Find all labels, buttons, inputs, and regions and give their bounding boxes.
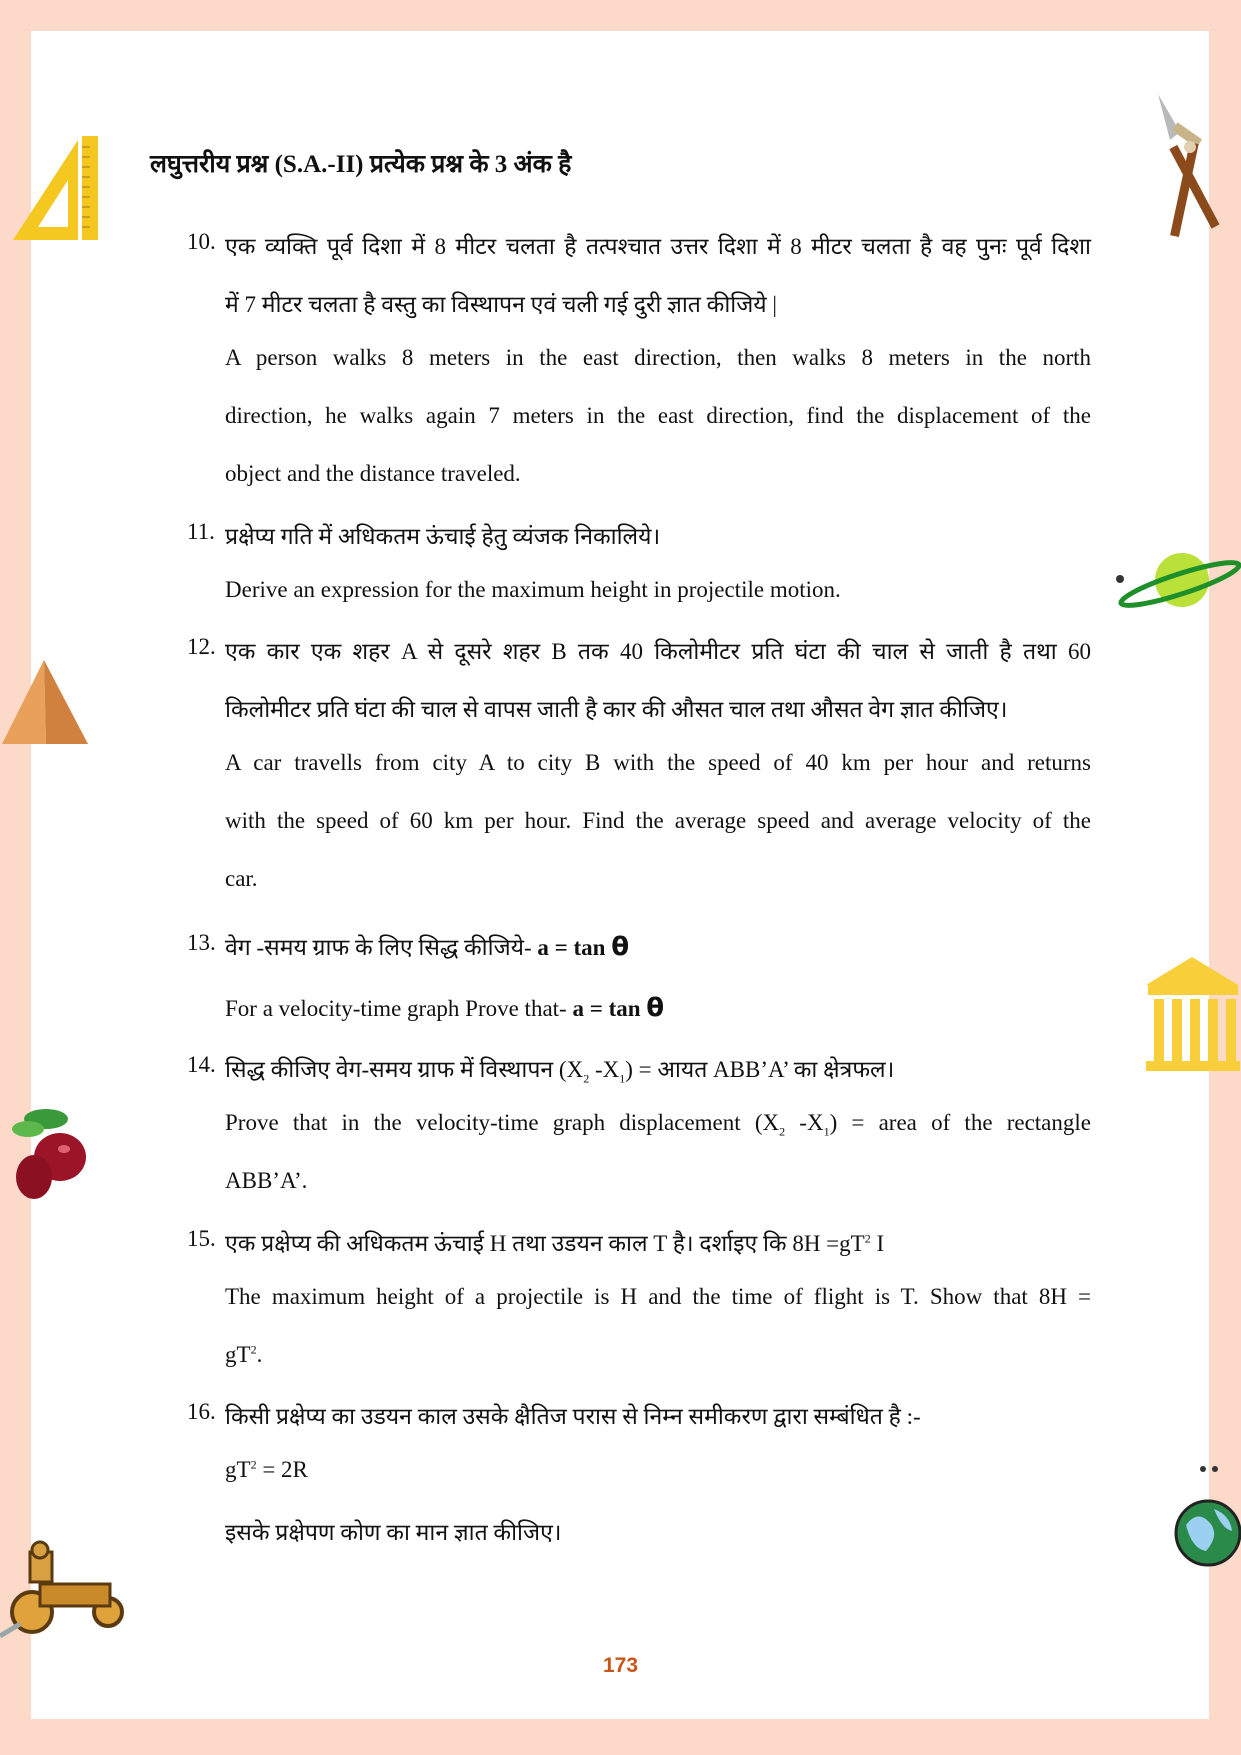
text-part: gT: [225, 1457, 251, 1482]
question-hindi-text: में 7 मीटर चलता है वस्तु का विस्थापन एवं चली गई दुरी ज्ञात कीजिये |: [225, 292, 778, 317]
question-number: 11.: [187, 519, 215, 544]
question-english-text: ABB’A’.: [225, 1168, 308, 1193]
vintage-car-icon: [0, 1540, 128, 1640]
english-prefix: For a velocity-time graph Prove that-: [225, 996, 573, 1021]
question-english-text: Derive an expression for the maximum height in projectile motion.: [225, 577, 841, 602]
section-heading: लघुत्तरीय प्रश्न (S.A.-II) प्रत्येक प्रश्न के 3 अंक है: [150, 151, 572, 178]
text-part: gT: [225, 1342, 251, 1367]
text-part: Prove that in the velocity-time graph displacement (X: [225, 1110, 780, 1135]
superscript: 2: [250, 1342, 257, 1357]
text-part: एक प्रक्षेप्य की अधिकतम ऊंचाई H तथा उडयन काल T है। दर्शाइए कि 8H =gT: [225, 1231, 865, 1256]
question-hindi-text: [225, 930, 1091, 962]
question-english-text: car.: [225, 866, 258, 891]
text-part: -X: [785, 1110, 824, 1135]
question-hindi-text: एक कार एक शहर A से दूसरे शहर B तक 40 किलोमीटर प्रति घंटा की चाल से जाती है तथा 60: [225, 639, 1091, 664]
globe-earth-icon: [1170, 1465, 1241, 1575]
text-part: .: [256, 1342, 263, 1367]
question-english-text: [225, 993, 1091, 1023]
subscript: 1: [619, 1071, 626, 1086]
text-part: ) = आयत ABB’A’ का क्षेत्रफल।: [625, 1057, 895, 1082]
equation-text: [225, 1457, 1091, 1483]
planet-saturn-icon: [1112, 548, 1241, 618]
question-hindi-text: किलोमीटर प्रति घंटा की चाल से वापस जाती है कार की औसत चाल तथा औसत वेग ज्ञात कीजिए।: [225, 697, 1008, 722]
text-part: सिद्ध कीजिए वेग-समय ग्राफ में विस्थापन (X: [225, 1057, 584, 1082]
question-hindi-text: [225, 1226, 1091, 1258]
question-english-text: with the speed of 60 km per hour. Find the average speed and average velocity of the: [225, 808, 1091, 833]
temple-pillars-icon: [1142, 955, 1241, 1073]
pyramid-icon: [0, 658, 90, 746]
theta-symbol: θ: [611, 932, 630, 962]
beans-fruit-icon: [6, 1105, 90, 1205]
question-hindi-text: एक व्यक्ति पूर्व दिशा में 8 मीटर चलता है तत्पश्चात उत्तर दिशा में 8 मीटर चलता है वह पुनः पूर्व दिशा: [225, 234, 1091, 259]
question-english-text: The maximum height of a projectile is H and the time of flight is T. Show that 8H =: [225, 1284, 1091, 1309]
question-hindi-text: इसके प्रक्षेपण कोण का मान ज्ञात कीजिए।: [225, 1520, 562, 1545]
question-hindi-text: किसी प्रक्षेप्य का उडयन काल उसके क्षैतिज परास से निम्न समीकरण द्वारा सम्बंधित है :-: [225, 1404, 921, 1429]
page-number: 173: [602, 1654, 639, 1677]
question-english-text: object and the distance traveled.: [225, 461, 521, 486]
superscript: 2: [250, 1457, 257, 1472]
ruler-triangle-icon: [8, 132, 103, 242]
question-hindi-text: प्रक्षेप्य गति में अधिकतम ऊंचाई हेतु व्यंजक निकालिये।: [225, 524, 661, 549]
superscript: 2: [864, 1231, 871, 1246]
question-number: 10.: [187, 229, 216, 254]
compass-scissors-icon: [1150, 92, 1240, 242]
question-number: 13.: [187, 930, 216, 955]
formula-text: a = tan: [572, 996, 647, 1021]
formula-text: a = tan: [537, 935, 612, 960]
question-number: 12.: [187, 634, 216, 659]
question-english-text: A person walks 8 meters in the east direction, then walks 8 meters in the north: [225, 345, 1091, 370]
question-number: 15.: [187, 1226, 216, 1251]
question-english-text: direction, he walks again 7 meters in the east direction, find the displacement of the: [225, 403, 1091, 428]
question-hindi-text: [225, 1052, 1091, 1087]
text-part: -X: [589, 1057, 620, 1082]
text-part: = 2R: [256, 1457, 308, 1482]
hindi-prefix: वेग -समय ग्राफ के लिए सिद्ध कीजिये-: [225, 935, 538, 960]
question-english-text: A car travells from city A to city B with the speed of 40 km per hour and returns: [225, 750, 1091, 775]
text-part: ) = area of the rectangle: [829, 1110, 1091, 1135]
question-number: 14.: [187, 1052, 216, 1077]
question-number: 16.: [187, 1399, 216, 1424]
subscript: 2: [779, 1124, 786, 1139]
subscript: 2: [583, 1071, 590, 1086]
subscript: 1: [823, 1124, 830, 1139]
question-english-text: [225, 1110, 1091, 1140]
theta-symbol: θ: [646, 993, 665, 1023]
question-english-text: [225, 1342, 1091, 1368]
text-part: I: [870, 1231, 885, 1256]
